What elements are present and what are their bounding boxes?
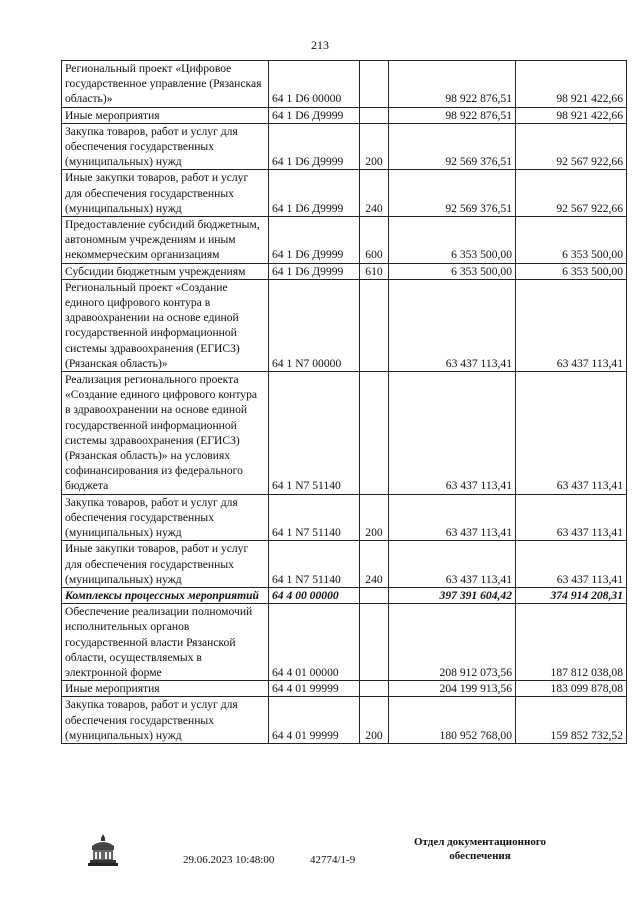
row-value-2-cell: 159 852 732,52 <box>516 697 627 744</box>
row-type-cell <box>360 587 389 603</box>
row-value-1-cell: 98 922 876,51 <box>389 61 516 108</box>
row-name-cell: Закупка товаров, работ и услуг для обеспечения государственных (муниципальных) нужд <box>62 697 269 744</box>
table-row <box>62 263 627 279</box>
table-row <box>62 604 627 681</box>
row-code-cell: 64 1 D6 Д9999 <box>269 217 360 264</box>
table-row <box>62 494 627 541</box>
row-type-cell <box>360 61 389 108</box>
row-name-cell: Закупка товаров, работ и услуг для обеспечения государственных (муниципальных) нужд <box>62 494 269 541</box>
row-type-cell: 240 <box>360 541 389 588</box>
row-type-cell <box>360 372 389 495</box>
row-value-2-cell: 98 921 422,66 <box>516 107 627 123</box>
row-value-1-cell: 92 569 376,51 <box>389 123 516 170</box>
row-value-2-cell: 63 437 113,41 <box>516 279 627 371</box>
budget-table <box>61 60 627 744</box>
row-value-1-cell: 98 922 876,51 <box>389 107 516 123</box>
row-name-cell: Иные мероприятия <box>62 107 269 123</box>
row-type-cell <box>360 107 389 123</box>
row-value-2-cell: 63 437 113,41 <box>516 541 627 588</box>
row-type-cell: 200 <box>360 123 389 170</box>
row-value-2-cell: 187 812 038,08 <box>516 604 627 681</box>
row-value-2-cell: 92 567 922,66 <box>516 170 627 217</box>
row-value-1-cell: 6 353 500,00 <box>389 263 516 279</box>
row-type-cell <box>360 604 389 681</box>
row-value-2-cell: 6 353 500,00 <box>516 263 627 279</box>
row-code-cell: 64 1 N7 51140 <box>269 372 360 495</box>
row-name-cell: Обеспечение реализации полномочий исполнительных органов государственной власти Рязанской области, осуществляемых в электронной форме <box>62 604 269 681</box>
row-value-1-cell: 397 391 604,42 <box>389 587 516 603</box>
row-code-cell: 64 1 D6 00000 <box>269 61 360 108</box>
row-name-cell: Региональный проект «Цифровое государственное управление (Рязанская область)» <box>62 61 269 108</box>
row-type-cell <box>360 279 389 371</box>
table-row <box>62 372 627 495</box>
row-code-cell: 64 4 01 00000 <box>269 604 360 681</box>
page-number: 213 <box>311 38 329 52</box>
row-type-cell: 600 <box>360 217 389 264</box>
row-code-cell: 64 1 D6 Д9999 <box>269 263 360 279</box>
row-value-1-cell: 204 199 913,56 <box>389 681 516 697</box>
row-value-1-cell: 63 437 113,41 <box>389 494 516 541</box>
row-name-cell: Иные мероприятия <box>62 681 269 697</box>
table-row <box>62 170 627 217</box>
row-value-1-cell: 180 952 768,00 <box>389 697 516 744</box>
row-name-cell: Закупка товаров, работ и услуг для обеспечения государственных (муниципальных) нужд <box>62 123 269 170</box>
row-name-cell: Предоставление субсидий бюджетным, автономным учреждениям и иным некоммерческим организациям <box>62 217 269 264</box>
table-row <box>62 123 627 170</box>
table-row <box>62 107 627 123</box>
footer-doc-number: 42774/1-9 <box>310 854 356 866</box>
table-row <box>62 541 627 588</box>
row-name-cell: Региональный проект «Создание единого цифрового контура в здравоохранении на основе единой государственной информационной системы здравоохранения (ЕГИСЗ) (Рязанская область)» <box>62 279 269 371</box>
table-row <box>62 681 627 697</box>
footer-date: 29.06.2023 10:48:00 <box>183 854 275 866</box>
row-value-1-cell: 63 437 113,41 <box>389 541 516 588</box>
footer-department: Отдел документационного обеспечения <box>413 836 547 862</box>
table-row <box>62 61 627 108</box>
row-value-2-cell: 374 914 208,31 <box>516 587 627 603</box>
row-value-1-cell: 208 912 073,56 <box>389 604 516 681</box>
table-row <box>62 279 627 371</box>
row-type-cell <box>360 681 389 697</box>
row-type-cell: 240 <box>360 170 389 217</box>
row-name-cell: Иные закупки товаров, работ и услуг для обеспечения государственных (муниципальных) нужд <box>62 541 269 588</box>
row-value-1-cell: 63 437 113,41 <box>389 279 516 371</box>
row-type-cell: 610 <box>360 263 389 279</box>
row-code-cell: 64 1 N7 51140 <box>269 494 360 541</box>
table-row <box>62 217 627 264</box>
row-code-cell: 64 4 00 00000 <box>269 587 360 603</box>
row-value-1-cell: 6 353 500,00 <box>389 217 516 264</box>
row-value-1-cell: 63 437 113,41 <box>389 372 516 495</box>
row-value-2-cell: 63 437 113,41 <box>516 372 627 495</box>
coat-of-arms-icon <box>86 832 120 868</box>
row-code-cell: 64 1 N7 51140 <box>269 541 360 588</box>
row-type-cell: 200 <box>360 494 389 541</box>
table-body <box>62 61 627 744</box>
row-name-cell: Иные закупки товаров, работ и услуг для обеспечения государственных (муниципальных) нужд <box>62 170 269 217</box>
row-value-2-cell: 6 353 500,00 <box>516 217 627 264</box>
row-value-2-cell: 183 099 878,08 <box>516 681 627 697</box>
row-type-cell: 200 <box>360 697 389 744</box>
table-row <box>62 697 627 744</box>
row-name-cell: Субсидии бюджетным учреждениям <box>62 263 269 279</box>
row-code-cell: 64 1 D6 Д9999 <box>269 123 360 170</box>
row-value-1-cell: 92 569 376,51 <box>389 170 516 217</box>
row-name-cell: Реализация регионального проекта «Создание единого цифрового контура в здравоохранении на основе единой государственной информационной системы здравоохранения (ЕГИСЗ) (Рязанская область)» на условиях софинансирования из федерального бюджета <box>62 372 269 495</box>
row-name-cell: Комплексы процессных мероприятий <box>62 587 269 603</box>
row-code-cell: 64 4 01 99999 <box>269 681 360 697</box>
row-code-cell: 64 1 N7 00000 <box>269 279 360 371</box>
row-value-2-cell: 92 567 922,66 <box>516 123 627 170</box>
row-value-2-cell: 98 921 422,66 <box>516 61 627 108</box>
row-value-2-cell: 63 437 113,41 <box>516 494 627 541</box>
row-code-cell: 64 4 01 99999 <box>269 697 360 744</box>
table-row <box>62 587 627 603</box>
row-code-cell: 64 1 D6 Д9999 <box>269 107 360 123</box>
row-code-cell: 64 1 D6 Д9999 <box>269 170 360 217</box>
